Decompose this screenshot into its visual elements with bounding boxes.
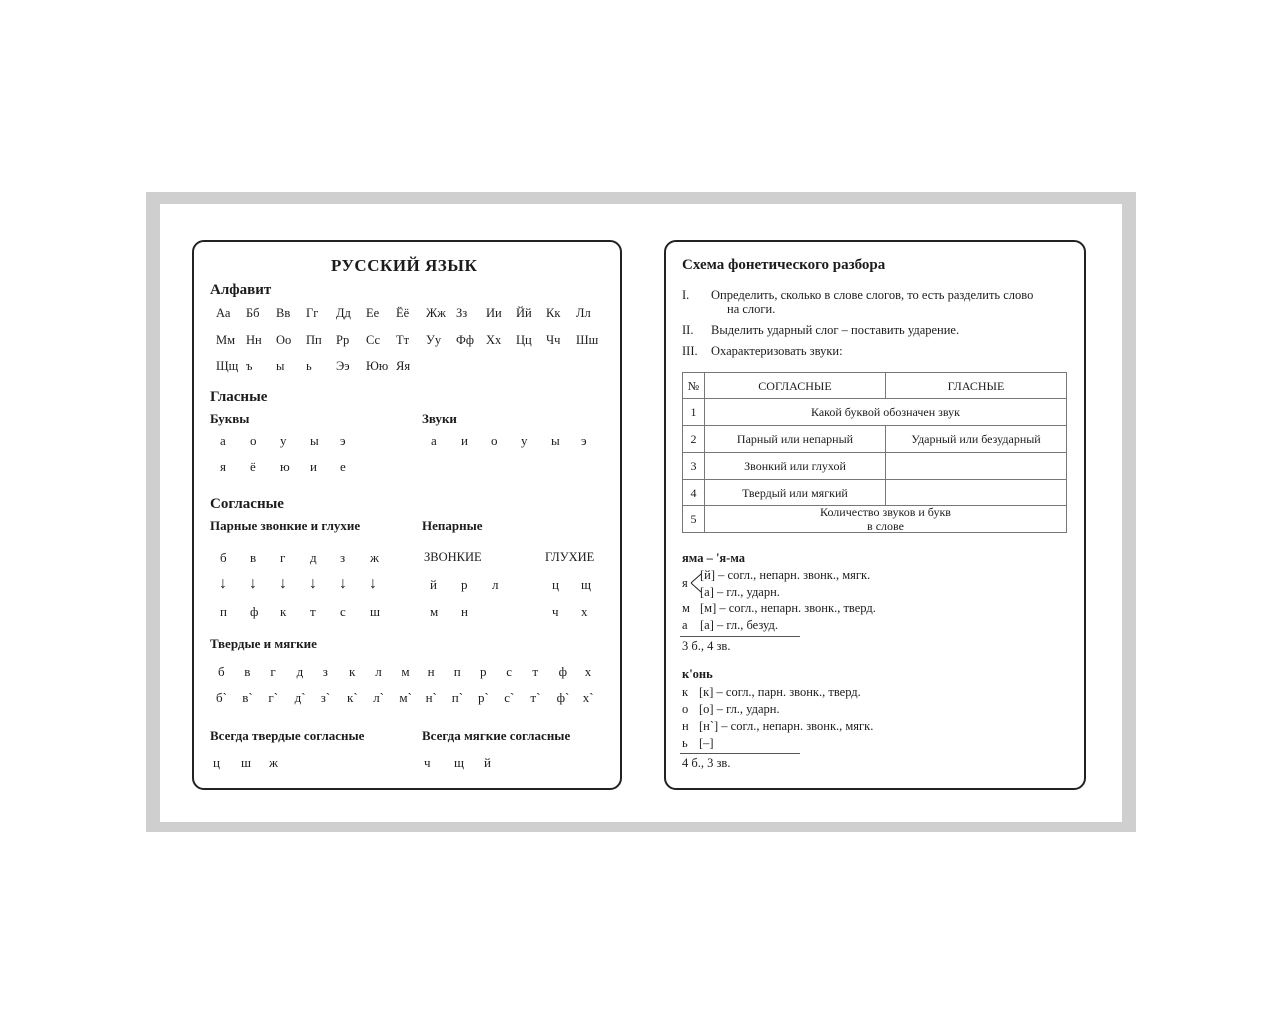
soft-consonant: б` (216, 690, 227, 705)
consonant-voiceless: т (310, 604, 316, 619)
alphabet-letter: Нн (246, 333, 262, 347)
alphabet-letter: Гг (306, 306, 319, 320)
unpaired-voiced: р (461, 577, 468, 592)
vowel-letter: е (340, 459, 346, 474)
unpaired-voiced: н (461, 604, 468, 619)
table-header-vowels: ГЛАСНЫЕ (885, 372, 1067, 399)
divider (680, 636, 800, 637)
table-row-cell: Какой буквой обозначен звук (704, 398, 1067, 426)
vowel-sound: у (521, 433, 528, 448)
soft-consonant: г` (268, 690, 279, 705)
vowel-letter: о (250, 433, 257, 448)
vowel-letter: а (220, 433, 226, 448)
hard-soft-label: Твердые и мягкие (210, 636, 317, 651)
consonant-voiceless: ш (370, 604, 381, 619)
step-2-text: Выделить ударный слог – поставить ударение. (711, 323, 960, 337)
table-row-cell (885, 479, 1067, 506)
step-1-text: Определить, сколько в слове слогов, то есть разделить слово (711, 288, 1034, 302)
soft-consonant: т` (530, 690, 541, 705)
table-row-cell: Звонкий или глухой (704, 452, 886, 480)
alphabet-letter: Лл (576, 306, 591, 320)
table-row-cell: Твердый или мягкий (704, 479, 886, 506)
page-title: РУССКИЙ ЯЗЫК (331, 256, 478, 275)
consonants-heading: Согласные (210, 496, 284, 512)
scheme-title: Схема фонетического разбора (682, 257, 886, 273)
example-1-letter: м (682, 601, 690, 615)
hard-consonant: п (453, 664, 461, 679)
alphabet-letter: Рр (336, 333, 350, 347)
alphabet-heading: Алфавит (210, 282, 272, 298)
vowel-sound: а (431, 433, 437, 448)
alphabet-letter: Кк (546, 306, 561, 320)
consonant-voiced: д (310, 550, 317, 565)
vowel-letter: я (220, 459, 226, 474)
example-1-line: [й] – согл., непарн. звонк., мягк. (700, 568, 871, 582)
alphabet-letter: Тт (396, 333, 410, 347)
hard-consonant: з (322, 664, 328, 679)
hard-consonant: ф (558, 664, 568, 679)
vowel-letter: у (280, 433, 287, 448)
vowel-letter: э (340, 433, 346, 448)
always-hard-letter: ж (269, 755, 278, 770)
example-2-line: [к] – согл., парн. звонк., тверд. (699, 685, 861, 699)
alphabet-letter: Пп (306, 333, 322, 347)
hard-consonant: р (480, 664, 487, 679)
hard-consonant: т (532, 664, 539, 679)
consonant-voiced: з (340, 550, 346, 565)
alphabet-letter: Ее (366, 306, 380, 320)
vowel-letter: и (310, 459, 317, 474)
example-2-word: к'онь (682, 667, 713, 681)
step-3-number: III. (682, 344, 698, 358)
arrow-down-icon: ↓ (309, 575, 317, 592)
alphabet-letter: Чч (546, 333, 561, 347)
consonant-voiced: б (220, 550, 227, 565)
alphabet-letter: Дд (336, 306, 351, 320)
arrow-down-icon: ↓ (279, 575, 287, 592)
unpaired-label: Непарные (422, 518, 483, 533)
step-3-text: Охарактеризовать звуки: (711, 344, 843, 358)
unpaired-voiceless: ц (552, 577, 559, 592)
vowel-letter: ё (250, 459, 256, 474)
vowel-sound: э (581, 433, 587, 448)
example-2-total: 4 б., 3 зв. (682, 756, 731, 770)
hard-consonant: б (218, 664, 225, 679)
table-cell-line: Количество звуков и букв (820, 505, 951, 519)
unpaired-voiced: л (492, 577, 499, 592)
example-2-letter: о (682, 702, 689, 716)
example-2-letter: н (682, 719, 689, 733)
vowel-letter: ю (280, 459, 290, 474)
example-1-total: 3 б., 4 зв. (682, 639, 731, 653)
soft-consonant: л` (373, 690, 385, 705)
table-header-number: № (682, 372, 705, 399)
unpaired-voiceless: щ (581, 577, 592, 592)
consonant-voiceless: к (280, 604, 287, 619)
example-2-line: [н`] – согл., непарн. звонк., мягк. (699, 719, 874, 733)
vowel-sound: ы (551, 433, 560, 448)
alphabet-letter: Зз (456, 306, 468, 320)
consonant-voiceless: с (340, 604, 346, 619)
consonant-voiced: в (250, 550, 257, 565)
alphabet-letter: Цц (516, 333, 532, 347)
alphabet-letter: Ёё (396, 306, 410, 320)
alphabet-letter: Сс (366, 333, 381, 347)
hard-consonant: м (401, 664, 410, 679)
soft-consonant: д` (294, 690, 306, 705)
paired-label: Парные звонкие и глухие (210, 518, 361, 533)
hard-consonant: х (584, 664, 592, 679)
alphabet-letter: Аа (216, 306, 231, 320)
alphabet-letter: Вв (276, 306, 291, 320)
hard-consonant: л (375, 664, 382, 679)
soft-consonant: м` (399, 690, 412, 705)
always-soft-letter: щ (454, 755, 465, 770)
alphabet-letter: Щщ (216, 359, 239, 373)
soft-consonant: х` (582, 690, 594, 705)
divider (680, 753, 800, 754)
alphabet-letter: Йй (516, 306, 532, 320)
always-soft-letter: ч (424, 755, 431, 770)
sounds-label: Звуки (422, 411, 457, 426)
alphabet-letter: Хх (486, 333, 502, 347)
consonant-voiced: ж (370, 550, 379, 565)
table-header-consonants: СОГЛАСНЫЕ (704, 372, 886, 399)
alphabet-letter: Мм (216, 333, 236, 347)
consonant-voiceless: п (220, 604, 227, 619)
consonant-voiced: г (280, 550, 286, 565)
table-row-number: 1 (682, 398, 705, 426)
example-1-letter: а (682, 618, 688, 632)
soft-consonant: н` (425, 690, 437, 705)
example-1-letter: я (682, 576, 688, 590)
alphabet-letter: Яя (396, 359, 411, 373)
always-soft-label: Всегда мягкие согласные (422, 728, 571, 743)
example-2-letter: ь (682, 736, 688, 750)
table-row-number: 2 (682, 425, 705, 453)
vowels-heading: Гласные (210, 389, 268, 405)
soft-consonant: с` (504, 690, 515, 705)
arrow-down-icon: ↓ (339, 575, 347, 592)
alphabet-letter: Жж (426, 306, 446, 320)
alphabet-letter: Фф (456, 333, 474, 347)
soft-consonant: з` (320, 690, 331, 705)
table-cell-line: в слове (867, 519, 904, 533)
table-row-cell: Ударный или безударный (885, 425, 1067, 453)
unpaired-voiced: й (430, 577, 437, 592)
alphabet-letter: ы (276, 359, 285, 373)
step-1-text-cont: на слоги. (727, 302, 776, 316)
alphabet-letter: Ээ (336, 359, 350, 373)
soft-consonant: р` (478, 690, 489, 705)
soft-consonant: в` (242, 690, 253, 705)
hard-consonant: в (244, 664, 251, 679)
vowel-letter: ы (310, 433, 319, 448)
unpaired-voiceless: х (581, 604, 588, 619)
table-row-number: 3 (682, 452, 705, 480)
example-1-line: [а] – гл., ударн. (700, 585, 780, 599)
hard-consonant: с (506, 664, 512, 679)
voiced-label: ЗВОНКИЕ (424, 550, 482, 564)
table-row-cell (704, 505, 1067, 533)
step-2-number: II. (682, 323, 694, 337)
alphabet-letter: Уу (426, 333, 442, 347)
arrow-down-icon: ↓ (249, 575, 257, 592)
arrow-down-icon: ↓ (369, 575, 377, 592)
table-row-number: 5 (682, 505, 705, 533)
left-panel-russian-language (192, 240, 622, 790)
table-row-number: 4 (682, 479, 705, 506)
unpaired-voiced: м (430, 604, 439, 619)
example-1-word: яма – 'я-ма (682, 551, 746, 565)
table-row-cell (885, 452, 1067, 480)
step-1-number: I. (682, 288, 690, 302)
unpaired-voiceless: ч (552, 604, 559, 619)
example-1-line: [а] – гл., безуд. (700, 618, 778, 632)
letters-label: Буквы (210, 411, 250, 426)
hard-consonant: н (427, 664, 435, 679)
alphabet-letter: Бб (246, 306, 260, 320)
alphabet-letter: ъ (246, 359, 253, 373)
alphabet-letter: Шш (576, 333, 599, 347)
vowel-sound: и (461, 433, 468, 448)
example-2-line: [о] – гл., ударн. (699, 702, 780, 716)
always-hard-letter: ц (213, 755, 220, 770)
example-2-letter: к (682, 685, 689, 699)
example-2-line: [–] (699, 736, 714, 750)
alphabet-letter: Ии (486, 306, 502, 320)
always-hard-label: Всегда твердые согласные (210, 728, 365, 743)
arrow-down-icon: ↓ (219, 575, 227, 592)
vowel-sound: о (491, 433, 498, 448)
always-hard-letter: ш (241, 755, 252, 770)
hard-consonant: к (349, 664, 356, 679)
soft-consonant: ф` (556, 690, 570, 705)
consonant-voiceless: ф (250, 604, 259, 619)
alphabet-letter: Оо (276, 333, 292, 347)
soft-consonant: к` (347, 690, 358, 705)
alphabet-letter: Юю (366, 359, 389, 373)
voiceless-label: ГЛУХИЕ (545, 550, 595, 564)
alphabet-letter: ь (306, 359, 312, 373)
hard-consonant: г (270, 664, 276, 679)
always-soft-letter: й (484, 755, 491, 770)
table-row-cell: Парный или непарный (704, 425, 886, 453)
hard-consonant: д (296, 664, 304, 679)
soft-consonant: п` (451, 690, 464, 705)
example-1-line: [м] – согл., непарн. звонк., тверд. (700, 601, 876, 615)
